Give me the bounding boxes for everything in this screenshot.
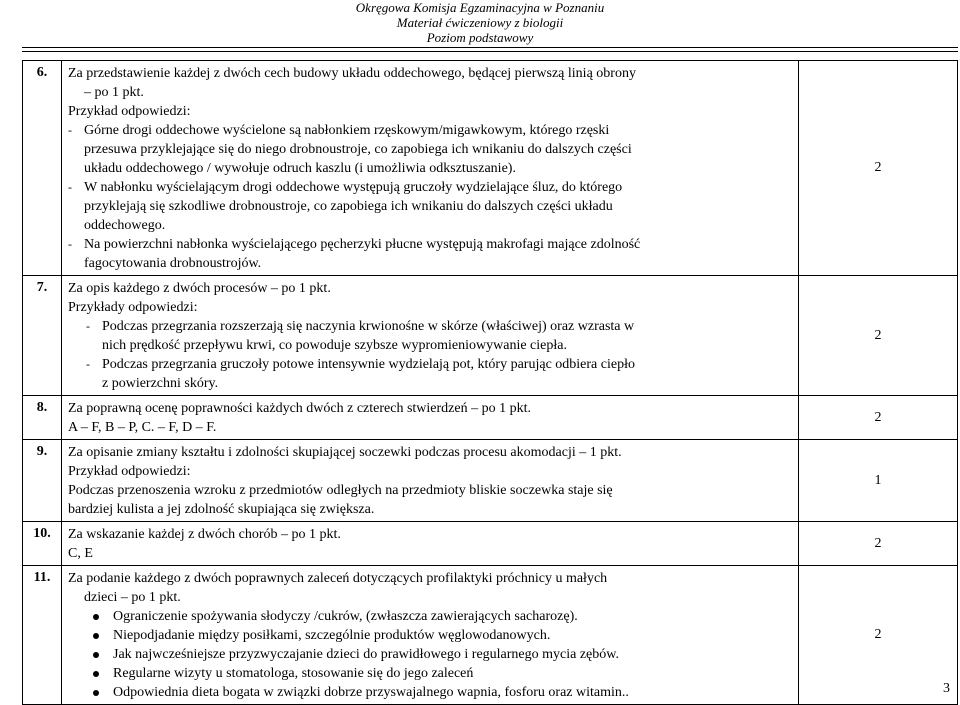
list-item: Jak najwcześniejsze przyzwyczajanie dzieci do prawidłowego i regularnego mycia zębów. [113,645,792,664]
header-rule-bottom [22,51,958,52]
answer-item: - Górne drogi oddechowe wyścielone są nabłonkiem rzęskowym/migawkowym, którego rzęski przesuwa przyklejające się do niego drobnoustroje, co zapobiega ich wnikaniu do dalszych części układu oddechowego / wywołuje odruch kaszlu (i umożliwia odksztuszanie). [68,123,632,176]
bullet-icon [93,633,99,639]
answer-item: - Podczas przegrzania gruczoły potowe intensywnie wydzielają pot, który parując odbiera ciepło z powierzchni skóry. [86,357,635,391]
table-row [23,61,958,276]
task-number: 6. [23,61,62,276]
header-line-1: Okręgowa Komisja Egzaminacyjna w Poznaniu [355,0,605,15]
task-number: 7. [23,276,62,396]
table-row [23,440,958,522]
task-criteria: Za opisanie zmiany kształtu i zdolności skupiającej soczewki podczas procesu akomodacji – 1 pkt. Przykład odpowiedzi: Podczas przenoszenia wzroku z przedmiotów odległych na przedmioty bliskie soczewka staje się bardziej kulista a jej zdolność skupiająca się zwiększa. [62,440,799,522]
header-rule-top [22,47,958,48]
task-number: 9. [23,440,62,522]
task-criteria: Za przedstawienie każdej z dwóch cech budowy układu oddechowego, będącej pierwszą linią obrony – po 1 pkt. Przykład odpowiedzi: - Górne drogi oddechowe wyścielone są nabłonkiem rzęskowym/migawkowym, którego rzęski przesuwa przyklejające się do niego drobnoustroje, co zapobiega ich wnikaniu do dalszych części układu oddechowego / wywołuje odruch kaszlu (i umożliwia odksztuszanie). - W nabłonku wyścielającym drogi oddechowe występują gruczoły wydzielające śluz, do którego przyklejają się szkodliwe drobnoustroje, co zapobiega ich wnikaniu do dalszych części układu oddechowego. - Na powierzchni nabłonka wyścielającego pęcherzyki płucne występują makrofagi mające zdolność fagocytowania drobnoustrojów. [62,61,799,276]
list-item: Odpowiednia dieta bogata w związki dobrze przyswajalnego wapnia, fosforu oraz witamin.. [113,683,792,702]
answer-item: - Podczas przegrzania rozszerzają się naczynia krwionośne w skórze (właściwej) oraz wzrasta w nich prędkość przepływu krwi, co powoduje szybsze wypromieniowywanie ciepła. [86,319,635,353]
answer-key-table [22,60,958,705]
task-points: 2 [799,276,958,396]
table-row [23,396,958,440]
task-points: 2 [799,396,958,440]
bullet-icon [93,652,99,658]
bullet-icon [93,690,99,696]
task-criteria: Za poprawną ocenę poprawności każdych dwóch z czterech stwierdzeń – po 1 pkt. A – F, B – P, C. – F, D – F. [62,396,799,440]
task-number: 10. [23,522,62,566]
task-points: 2 [799,522,958,566]
table-row [23,566,958,705]
task-number: 11. [23,566,62,705]
bullet-icon [93,671,99,677]
task-criteria: Za opis każdego z dwóch procesów – po 1 pkt. Przykłady odpowiedzi: - Podczas przegrzania rozszerzają się naczynia krwionośne w skórze (właściwej) oraz wzrasta w nich prędkość przepływu krwi, co powoduje szybsze wypromieniowywanie ciepła. - Podczas przegrzania gruczoły potowe intensywnie wydzielają pot, który parując odbiera ciepło z powierzchni skóry. [62,276,799,396]
task-number: 8. [23,396,62,440]
answer-item: - W nabłonku wyścielającym drogi oddechowe występują gruczoły wydzielające śluz, do którego przyklejają się szkodliwe drobnoustroje, co zapobiega ich wnikaniu do dalszych części układu oddechowego. [68,180,623,233]
list-item: Niepodjadanie między posiłkami, szczególnie produktów węglowodanowych. [113,626,792,645]
bullet-icon [93,614,99,620]
list-item: Regularne wizyty u stomatologa, stosowanie się do jego zaleceń [113,664,792,683]
list-item: Ograniczenie spożywania słodyczy /cukrów, (zwłaszcza zawierających sacharozę). [113,607,792,626]
task-points: 2 [799,566,958,705]
header-line-2: Materiał ćwiczeniowy z biologii [396,15,564,30]
page-header [0,0,960,45]
recommendation-list [68,607,792,702]
header-line-3: Poziom podstawowy [426,30,534,45]
task-criteria: Za wskazanie każdej z dwóch chorób – po 1 pkt. C, E [62,522,799,566]
answer-item: - Na powierzchni nabłonka wyścielającego pęcherzyki płucne występują makrofagi mające zdolność fagocytowania drobnoustrojów. [68,237,641,271]
task-points: 1 [799,440,958,522]
table-row [23,276,958,396]
page-number: 3 [943,681,950,696]
task-criteria: Za podanie każdego z dwóch poprawnych zaleceń dotyczących profilaktyki próchnicy u małych dzieci – po 1 pkt. Ograniczenie spożywania słodyczy /cukrów, (zwłaszcza zawierających sacharozę). Niepodjadanie między posiłkami, szczególnie produktów węglowodanowych. Jak najwcześniejsze przyzwyczajanie dzieci do prawidłowego i regularnego mycia zębów. Regularne wizyty u stomatologa, stosowanie się do jego zaleceń Odpowiednia dieta bogata w związki dobrze przyswajalnego wapnia, fosforu oraz witamin.. [62,566,799,705]
table-row [23,522,958,566]
task-points: 2 [799,61,958,276]
